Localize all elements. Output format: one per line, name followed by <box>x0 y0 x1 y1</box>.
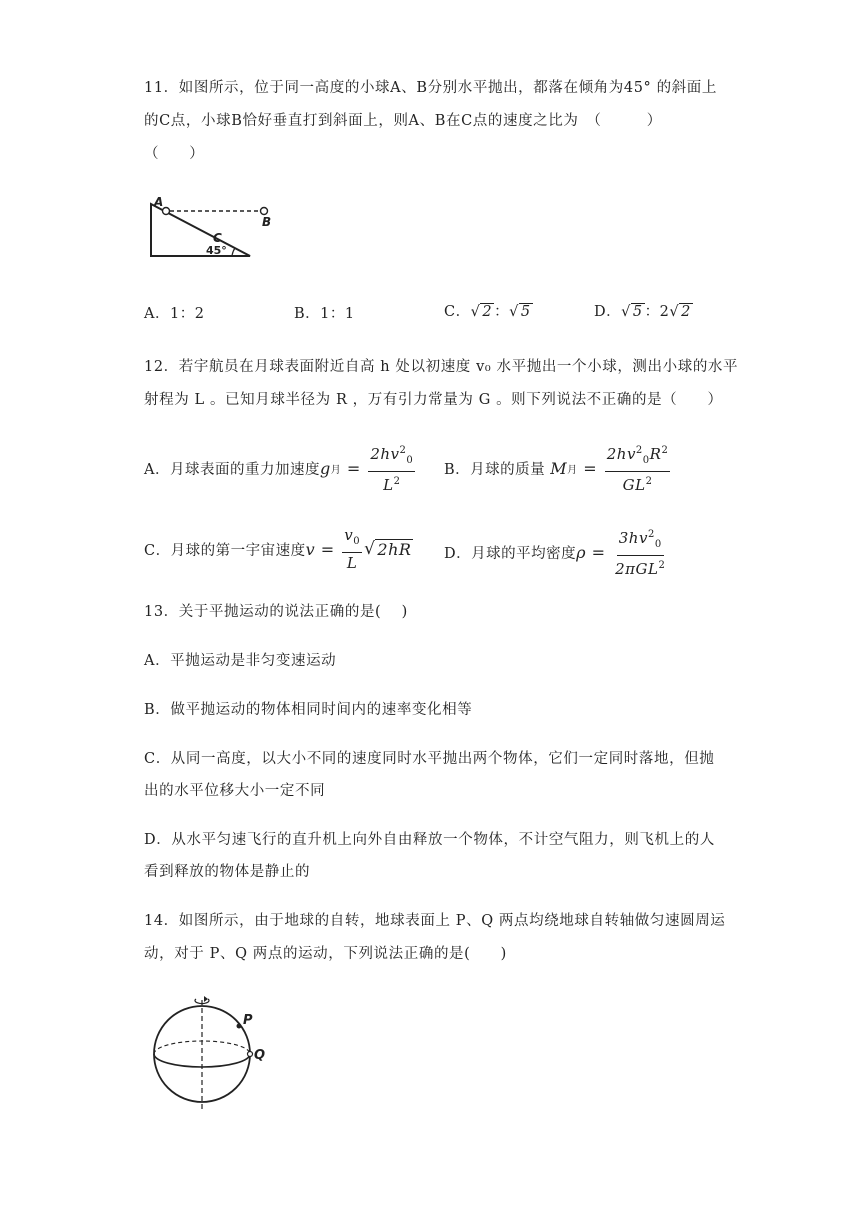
q11-label-c: C <box>213 231 222 245</box>
q11-line2: 的C点，小球B恰好垂直打到斜面上，则A、B在C点的速度之比为 （ ） <box>144 113 662 129</box>
q11-option-d: D．√ 5 ：2√ 2 <box>594 304 691 320</box>
q11-option-c: C．√ 2 ：√ 5 <box>444 304 531 320</box>
q13-option-d-line1: D．从水平匀速飞行的直升机上向外自由释放一个物体，不计空气阻力，则飞机上的人 <box>144 832 715 848</box>
q12-option-d: D．月球的平均密度 ρ = $\frac{3hv^2_0}{2\pi GL^2}$ <box>444 526 669 578</box>
q11-label-b: B <box>262 215 272 229</box>
q13-option-a: A．平抛运动是非匀变速运动 <box>144 653 337 669</box>
q14-line1: 14．如图所示，由于地球的自转，地球表面上 P、Q 两点均绕地球自转轴做匀速圆周运 <box>144 913 726 929</box>
q12-option-c: C．月球的第一宇宙速度 v = $\frac{v_0}{L}$ √ 2hR <box>144 526 412 572</box>
q12-line1: 12．若宇航员在月球表面附近自高 h 处以初速度 v₀ 水平抛出一个小球，测出小球的水平 <box>144 359 739 375</box>
q12-line2: 射程为 L 。已知月球半径为 R ，万有引力常量为 G 。则下列说法不正确的是（ ） <box>144 392 723 408</box>
q11-angle-label: 45° <box>206 244 227 257</box>
q11-line3: （ ） <box>144 146 205 162</box>
q12-option-b: B．月球的质量 M 月 = $\frac{2hv^2_0R^2}{GL^2}$ <box>444 442 672 494</box>
q12-option-a: A．月球表面的重力加速度 g 月 = $\frac{2hv^2_0}{L^2}$ <box>144 442 417 494</box>
q13-option-d-line2: 看到释放的物体是静止的 <box>144 864 311 880</box>
q11-incline-figure <box>144 190 284 262</box>
q14-label-q: Q <box>254 1048 266 1063</box>
q13-option-b: B．做平抛运动的物体相同时间内的速率变化相等 <box>144 702 473 718</box>
q14-line2: 动，对于 P、Q 两点的运动，下列说法正确的是( ) <box>144 946 507 962</box>
q13-option-c-line2: 出的水平位移大小一定不同 <box>144 783 326 799</box>
q11-option-b: B．1：1 <box>294 306 355 322</box>
q11-label-a: A <box>154 195 164 209</box>
q14-earth-figure <box>144 990 274 1114</box>
q11-option-a: A．1：2 <box>144 306 205 322</box>
q14-label-p: P <box>243 1013 253 1028</box>
q11-line1: 11．如图所示，位于同一高度的小球A、B分别水平抛出，都落在倾角为45° 的斜面上 <box>144 80 717 96</box>
q13-option-c-line1: C．从同一高度，以大小不同的速度同时水平抛出两个物体，它们一定同时落地，但抛 <box>144 751 715 767</box>
q13-stem: 13．关于平抛运动的说法正确的是( ) <box>144 604 408 620</box>
